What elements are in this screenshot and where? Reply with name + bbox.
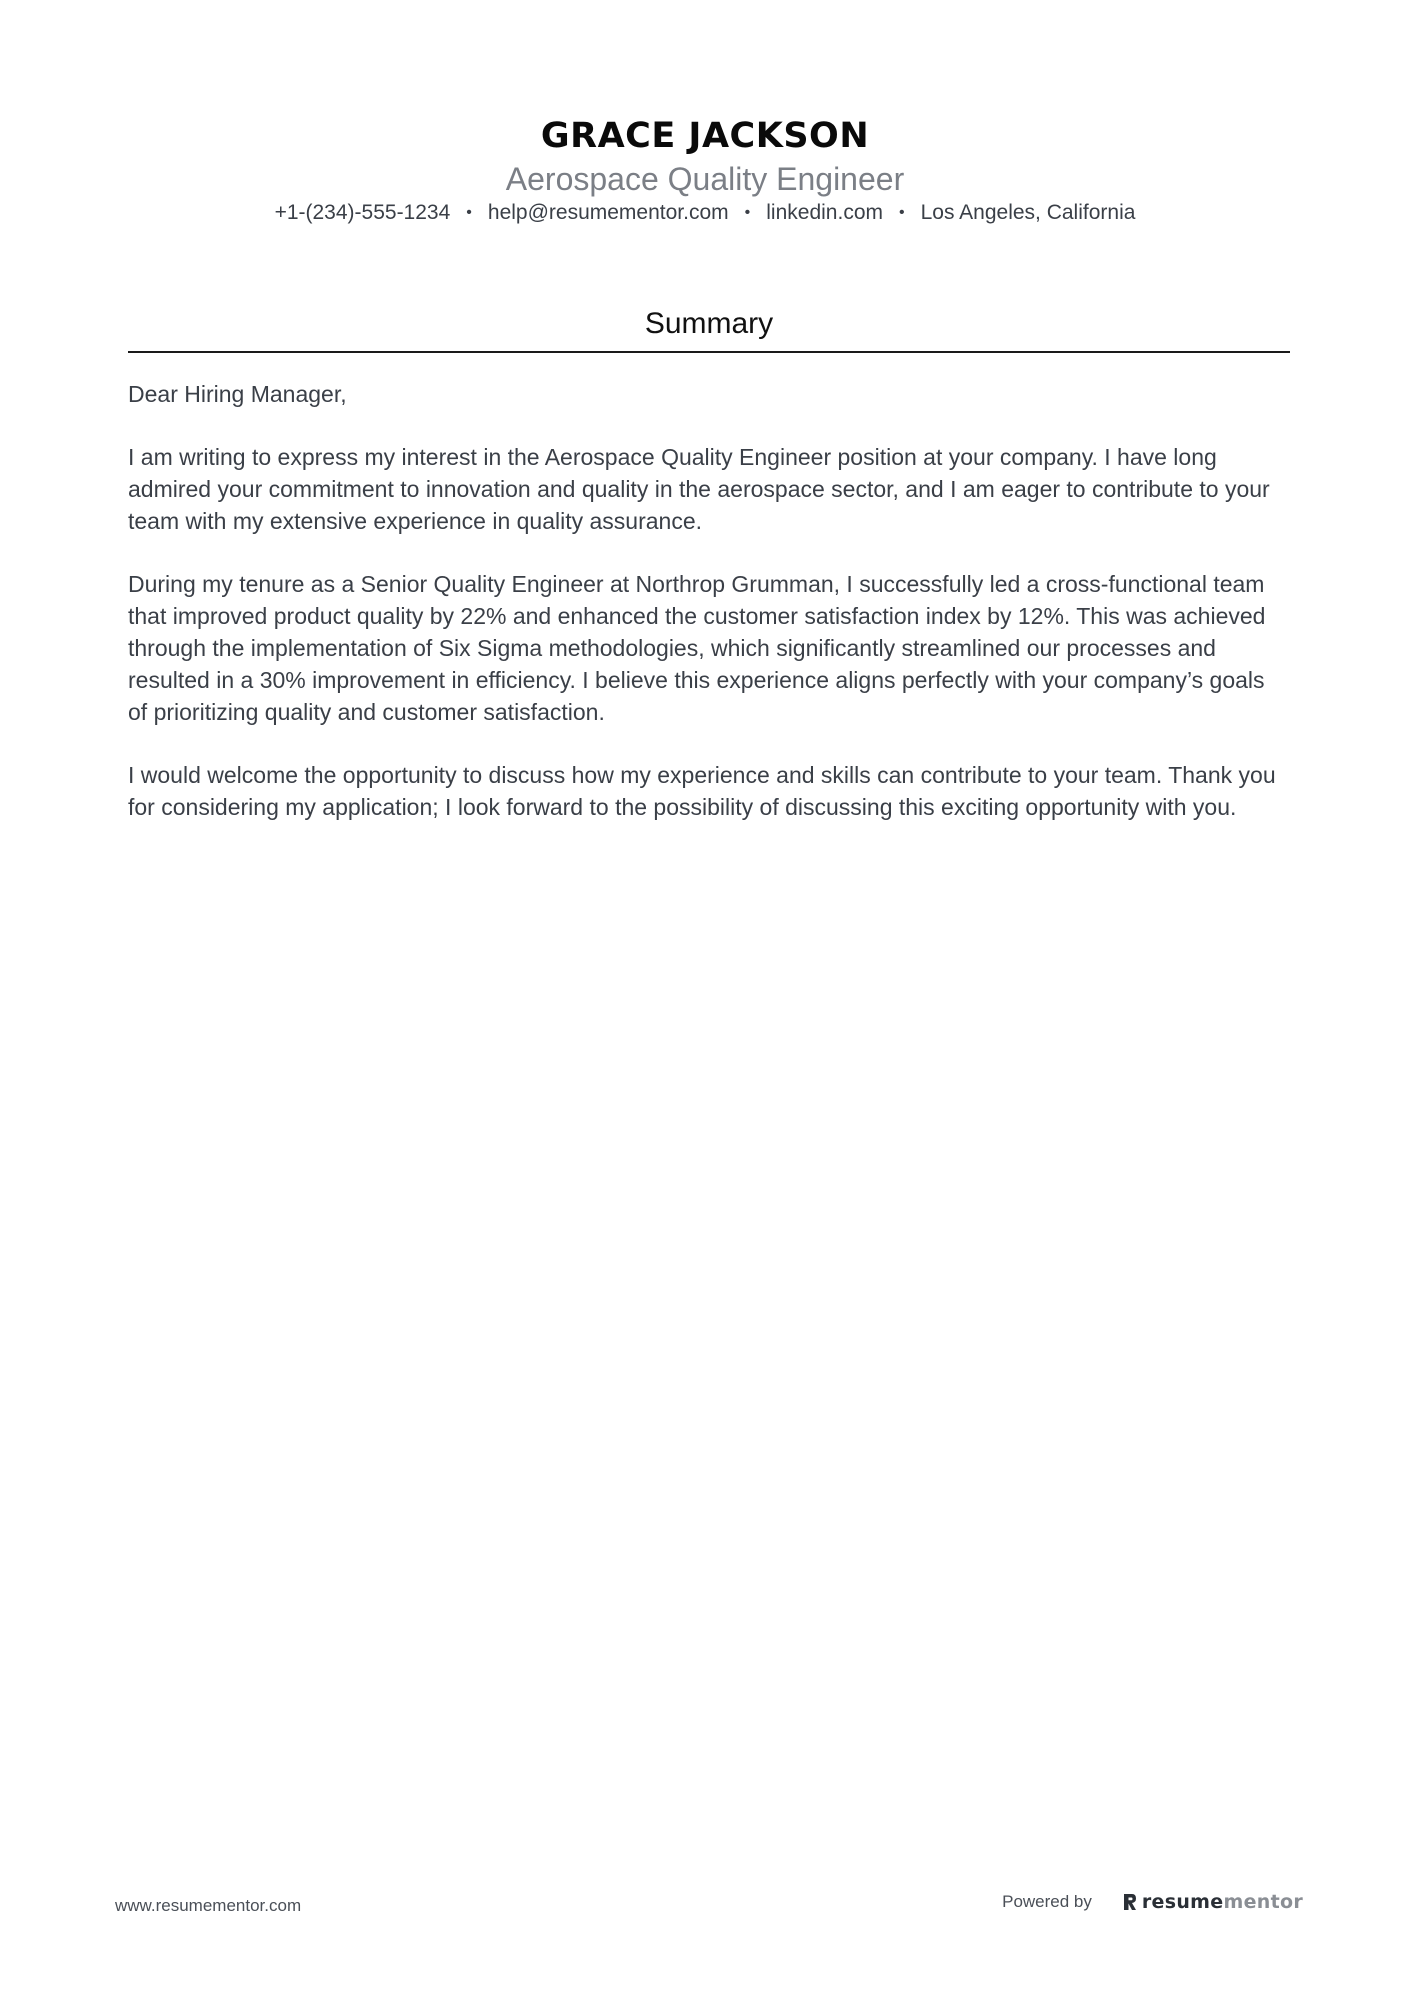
section-title-summary: Summary <box>644 307 774 340</box>
brand-wordmark <box>1142 1890 1303 1914</box>
contact-separator: • <box>466 204 472 221</box>
footer-branding <box>1002 1890 1303 1914</box>
letter-paragraph-2: During my tenure as a Senior Quality Engineer at Northrop Grumman, I successfully led a cross-functional team that improved product quality by 22% and enhanced the customer satisfaction index by 12%. This was achieved through the implementation of Six Sigma methodologies, which significantly streamlined our processes and resulted in a 30% improvement in efficiency. I believe this experience aligns perfectly with your company’s goals of prioritizing quality and customer satisfaction. <box>128 571 1266 725</box>
letter-paragraph-1: I am writing to express my interest in the Aerospace Quality Engineer position at your company. I have long admired your commitment to innovation and quality in the aerospace sector, and I am eager to contribute to your team with my extensive experience in quality assurance. <box>128 444 1270 534</box>
candidate-name: GRACE JACKSON <box>540 116 870 156</box>
contact-line <box>0 198 1410 228</box>
letter-header <box>0 112 1410 228</box>
footer-website: www.resumementor.com <box>115 1896 302 1915</box>
resumementor-logo-icon <box>1122 1892 1138 1912</box>
section-divider <box>128 351 1290 353</box>
contact-phone: +1-(234)-555-1234 <box>274 201 451 224</box>
contact-separator: • <box>899 204 905 221</box>
letter-body <box>128 378 1290 854</box>
letter-paragraph-3: I would welcome the opportunity to discuss how my experience and skills can contribute to your team. Thank you for considering my application; I look forward to the possibility of discussing this exciting opportunity with you. <box>128 762 1276 820</box>
brand-wordmark-part-1: resume <box>1141 1891 1224 1913</box>
letter-salutation: Dear Hiring Manager, <box>128 381 347 407</box>
brand-logo <box>1122 1890 1303 1914</box>
brand-wordmark-part-2: mentor <box>1223 1891 1303 1913</box>
contact-separator: • <box>744 204 751 221</box>
contact-linkedin: linkedin.com <box>766 201 883 224</box>
contact-location: Los Angeles, California <box>920 201 1136 224</box>
contact-email: help@resumementor.com <box>487 201 729 224</box>
powered-by-label: Powered by <box>1002 1892 1092 1911</box>
candidate-job-title: Aerospace Quality Engineer <box>505 161 905 197</box>
